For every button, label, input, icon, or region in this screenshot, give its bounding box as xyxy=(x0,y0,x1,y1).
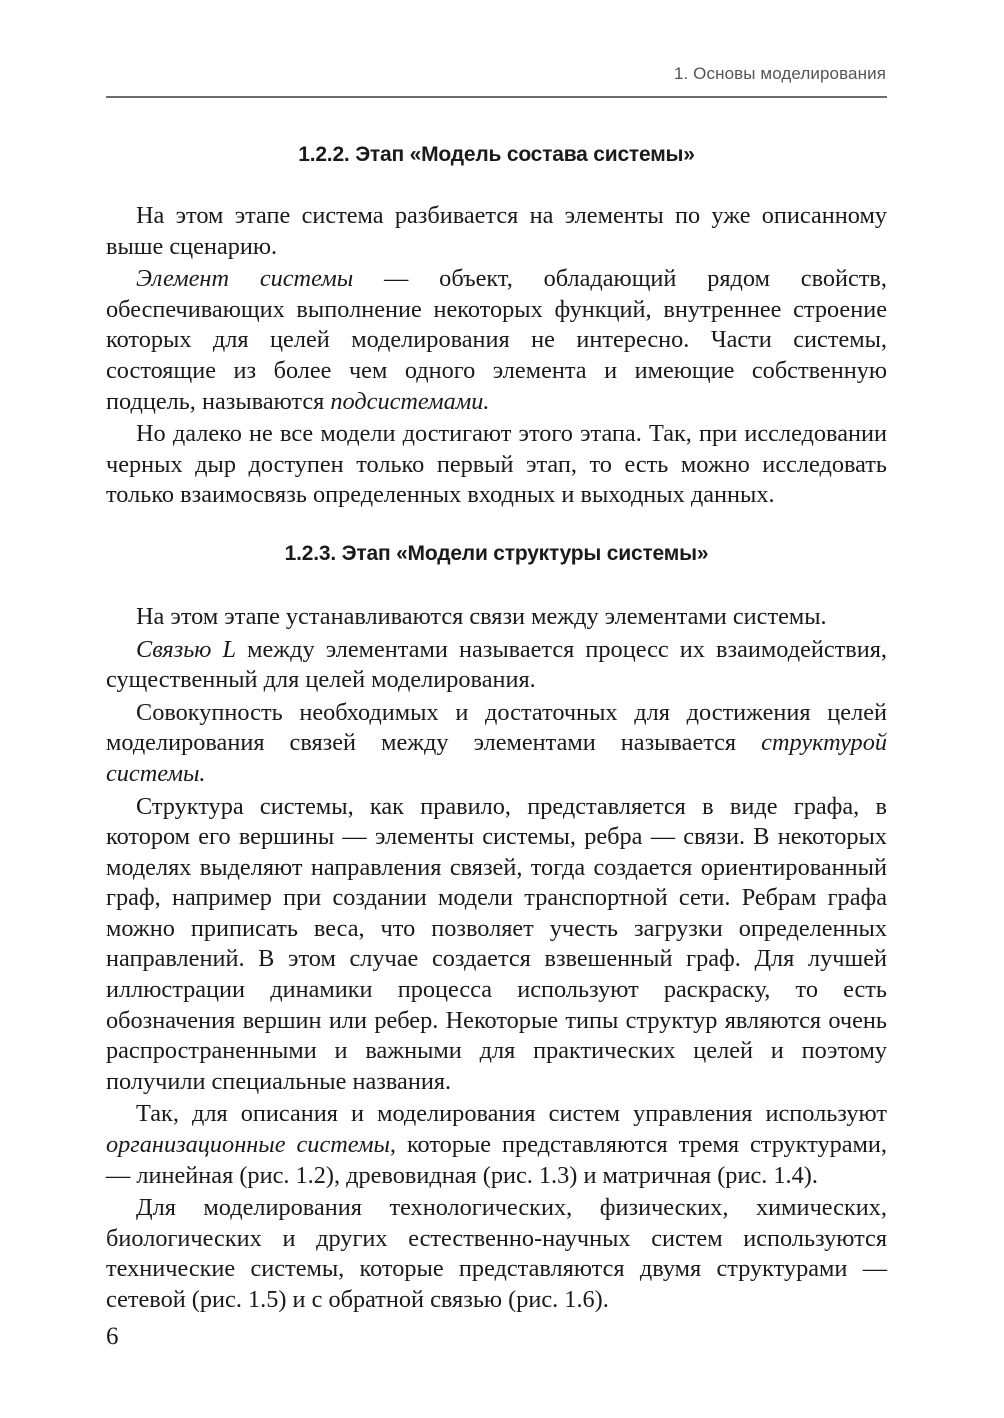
paragraph-text: Так, для описания и моделирования систем управления используют xyxy=(136,1100,887,1128)
paragraph-text: На этом этапе система разбивается на элементы по уже описанному выше сценарию. xyxy=(106,202,887,260)
paragraph xyxy=(106,792,887,1098)
paragraph xyxy=(106,635,887,696)
running-head-title: 1. Основы моделирования xyxy=(673,64,886,83)
paragraph xyxy=(106,201,887,262)
term-subsystems: подсистемами. xyxy=(330,387,490,415)
paragraph xyxy=(106,1193,887,1315)
paragraph-text: между элементами называется процесс их взаимодействия, существенный для целей моделирования. xyxy=(106,635,887,694)
page-body xyxy=(106,140,887,1318)
paragraph xyxy=(106,264,887,417)
section-heading-composition: 1.2.2. Этап «Модель состава системы» xyxy=(298,143,695,166)
page-number: 6 xyxy=(106,1323,119,1350)
paragraph xyxy=(106,419,887,511)
paragraph-text: которые представляются тремя структурами, — линейная (рис. 1.2), древовидная (рис. 1.3) и матричная (рис. 1.4). xyxy=(106,1131,887,1189)
section-heading-structure: 1.2.3. Этап «Модели структуры системы» xyxy=(284,541,709,565)
header-divider xyxy=(106,96,887,98)
paragraph-text: Для моделирования технологических, физических, химических, биологических и других естественно-научных систем используются технические системы, которые представляются двумя структурами — сетевой (рис. 1.5) и с обратной связью (рис. 1.6). xyxy=(106,1194,887,1313)
paragraph-text: — объект, обладающий рядом свойств, обеспечивающих выполнение некоторых функций, внутреннее строение которых для целей моделирования не интересно. Части системы, состоящие из более чем одного элемента и имеющие собственную подцель, называются xyxy=(106,265,887,415)
paragraph-text: Но далеко не все модели достигают этого этапа. Так, при исследовании черных дыр доступен только первый этап, то есть можно исследовать только взаимосвязь определенных входных и выходных данных. xyxy=(106,420,887,509)
paragraph-text: Совокупность необходимых и достаточных для достижения целей моделирования связей между элементами называется xyxy=(106,698,887,757)
paragraph xyxy=(106,1099,887,1191)
term-link-l: Связью L xyxy=(136,635,237,663)
paragraph xyxy=(106,698,887,790)
paragraph-text: Структура системы, как правило, представляется в виде графа, в котором его вершины — элементы системы, ребра — связи. В некоторых моделях выделяют направления связей, тогда создается ориентированный граф, например при создании модели транспортной сети. Ребрам графа можно приписать веса, что позволяет учесть загрузки определенных направлений. В этом случае создается взвешенный граф. Для лучшей иллюстрации динамики процесса используют раскраску, то есть обозначения вершин или ребер. Некоторые типы структур являются очень распространенными и важными для практических целей и поэтому получили специальные названия. xyxy=(106,792,887,1095)
term-element-system: Элемент системы xyxy=(136,265,354,293)
paragraph-text: На этом этапе устанавливаются связи между элементами системы. xyxy=(136,602,827,630)
term-organizational-systems: организационные системы, xyxy=(106,1131,396,1159)
paragraph xyxy=(106,602,887,633)
term-system-structure: структурой системы. xyxy=(106,729,887,787)
